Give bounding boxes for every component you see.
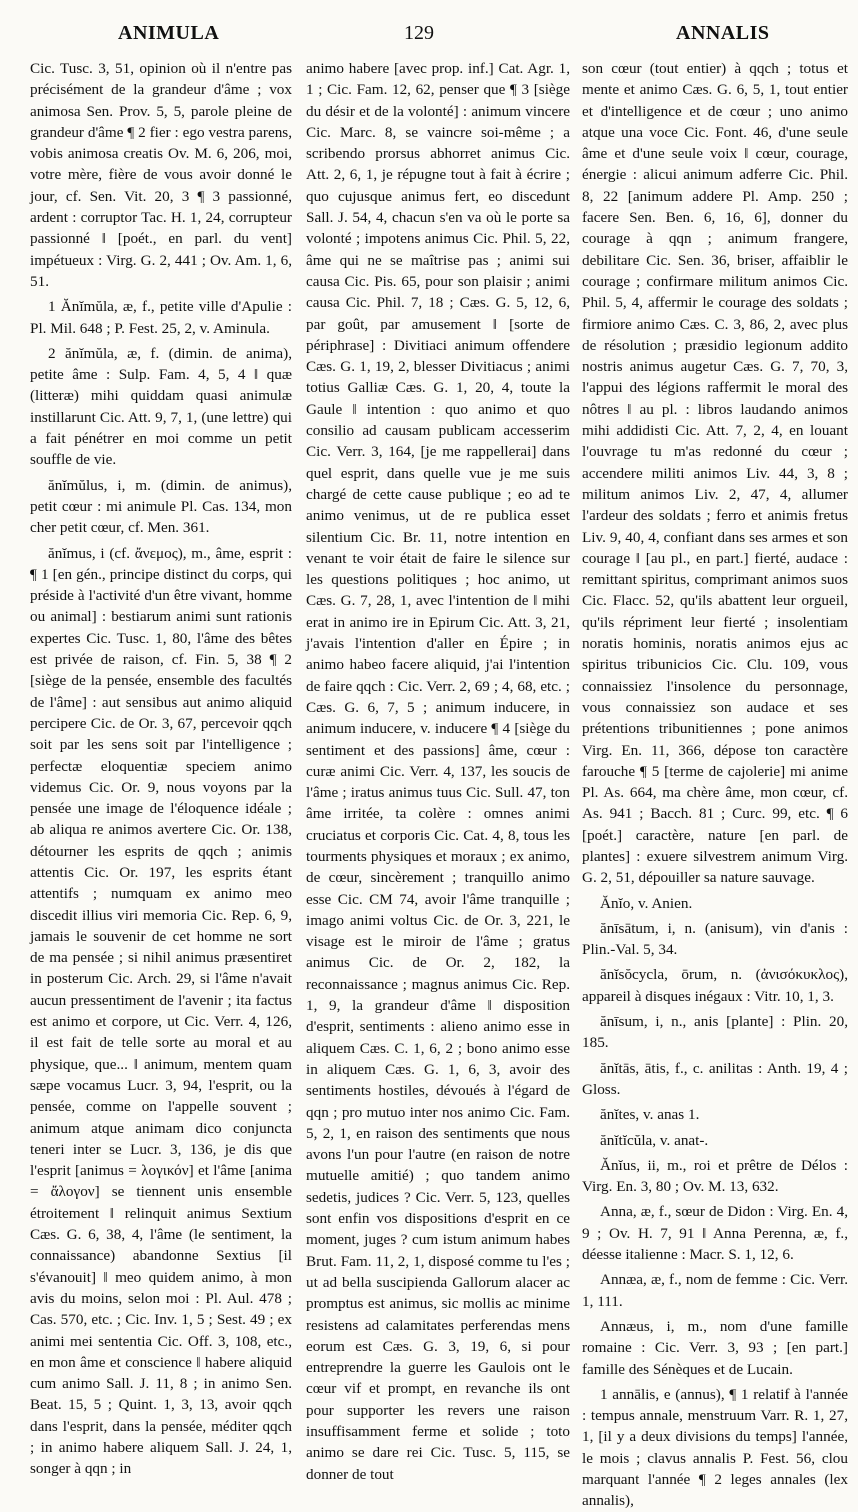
running-header [0,22,858,56]
entry-animus-end: son cœur (tout entier) à qqch ; totus et mente et animo Cæs. G. 6, 5, 1, tout entier et d'intelligence et de cœur ; uno animo atque una voce Cic. Font. 46, d'une seule âme et d'une seule voix ‖ cœur, courage, énergie : alicui animum adferre Cic. Phil. 8, 22 [animum addere Pl. Amp. 250 ; facere Sen. Ben. 6, 16, 6], donner du courage à qqn ; animum frangere, debilitare Cic. Sen. 36, briser, affaiblir le courage ; confirmare militum animos Cic. Phil. 5, 4, affermir le courage des soldats ; firmiore animo Cæs. C. 3, 86, 2, avec plus de résolution ; præsidio legionum addito nostris animus augetur Cæs. G. 7, 70, 3, l'appui des légions raffermit le moral des nôtres ‖ au pl. : libros laudando animos mihi addidisti Cic. Att. 7, 2, 4, en louant l'ouvrage tu m'as redonné du cœur ; accendere militi animos Liv. 44, 3, 8 ; militum animos Liv. 2, 47, 4, allumer l'ardeur des soldats ; ferro et animis fretus Liv. 9, 40, 4, confiant dans ses armes et son courage ‖ [au pl., en part.] fierté, audace : remittant spiritus, comprimant animos suos Cic. Flacc. 52, qu'ils abattent leur orgueil, qu'ils répriment leur fierté ; insolentiam noratis hominis, noratis animos ejus ac spiritus tribunicios Cic. Clu. 109, vous connaissiez l'insolence du personnage, vous connaissiez son audace et ses prétentions tribunitiennes ; pone animos Virg. En. 11, 366, dépose ton caractère farouche ¶ 5 [terme de cajolerie] mi anime Pl. As. 664, ma chère âme, mon cœur, cf. As. 941 ; Bacch. 81 ; Curc. 99, etc. ¶ 6 [poét.] caractère, nature [en parl. de plantes] : exuere silvestrem animum Virg. G. 2, 51, dépouiller sa nature sauvage. [582,60,848,887]
header-first-word: ANIMULA [118,22,220,44]
column-left [30,58,292,1478]
entry-anitas: ănĭtās, ātis, f., c. anilitas : Anth. 19, 4 ; Gloss. [582,1059,848,1098]
entry-annaeus: Annæus, i, m., nom d'une famille romaine : Cic. Verr. 3, 93 ; [en part.] famille des Sénèques et de Lucain. [582,1317,848,1378]
entry-anisocycla: ănĭsŏcycla, ōrum, n. (ἀνισόκυκλος), appareil à disques inégaux : Vitr. 10, 1, 3. [582,966,848,1005]
entry-annalis: 1 annālis, e (annus), ¶ 1 relatif à l'année : tempus annale, menstruum Varr. R. 1, 27, 1, [il y a deux divisions du temps] l'année, le mois ; clavus annalis P. Fest. 56, clou marquant l'année ¶ 2 leges annales (lex annalis), [582,1385,848,1510]
entry-annaea: Annæa, æ, f., nom de femme : Cic. Verr. 1, 111. [582,1271,848,1310]
entry-animula-2: 2 ănĭmŭla, æ, f. (dimin. de anima), petite âme : Sulp. Fam. 4, 5, 4 ‖ quæ (litteræ) mihi quiddam quasi animulæ instillarunt Cic. Att. 9, 7, 1, (une lettre) qui a fait pénétrer en moi comme un petit souffle de vie. [30,344,292,469]
entry-continuation: Cic. Tusc. 3, 51, opinion où il n'entre pas précisément de la grandeur d'âme ; vox animosa Sen. Prov. 5, 5, parole pleine de grandeur d'âme ¶ 2 fier : ego vestra parens, vobis animosa creatis Ov. M. 6, 206, moi, votre mère, fière de vous avoir donné le jour, cf. Sen. Vit. 20, 3 ¶ 3 passionné, ardent : corruptor Tac. H. 1, 24, corrupteur passionné ‖ [poét., en parl. du vent] impétueux : Virg. G. 2, 441 ; Ov. Am. 1, 6, 51. [30,60,292,290]
entry-animus-continued: animo habere [avec prop. inf.] Cat. Agr. 1, 1 ; Cic. Fam. 12, 62, penser que ¶ 3 [siège du désir et de la volonté] : animum vincere Cic. Marc. 8, se vaincre soi-même ; a scribendo prorsus abhorret animus Cic. Att. 2, 6, 1, je répugne tout à fait à écrire ; quo cujusque animus fert, eo discedunt Sall. J. 54, 4, chacun s'en va où le porte sa volonté ; impotens animus Cic. Phil. 5, 22, âme qui ne se maîtrise pas ; animi sui causa Cic. Pis. 65, pour son plaisir ; animi causa Cic. Phil. 7, 18 ; Cæs. G. 5, 12, 6, par goût, par amusement ‖ [sorte de périphrase] : Divitiaci animum offendere Cæs. G. 1, 19, 2, blesser Divitiacus ; animi totius Galliæ Cæs. G. 1, 20, 4, toute la Gaule ‖ intention : quo animo et quo consilio ad causam publicam accesserim Cic. Verr. 3, 164, [je me rappellerai] dans quel esprit, dans quelle vue je me suis chargé de cette cause publique ; eo ad te animo venimus, ut de re publica esset silentium Cic. Br. 11, notre intention en venant te voir était de faire le silence sur les questions politiques ; hoc animo, ut Cæs. G. 7, 28, 1, avec l'intention de ‖ mihi erat in animo ire in Epirum Cic. Att. 3, 21, j'avais l'intention d'aller en Épire ; in animo habeo facere aliquid, j'ai l'intention de faire qqch : Cic. Verr. 2, 69 ; 4, 68, etc. ; Cæs. G. 6, 7, 5 ; animum inducere, in animum inducere, v. inducere ¶ 4 [siège du sentiment et des passions] âme, cœur : curæ animi Cic. Verr. 4, 137, les soucis de l'âme ; iratus animus tuus Cic. Sull. 47, ton âme irritée, ta colère : omnes animi cruciatus et corporis Cic. Cat. 4, 8, tous les tourments physiques et moraux ; ex animo, de cœur, sincèrement ; tranquillo animo esse Cic. CM 74, avoir l'âme tranquille ; imago animi voltus Cic. de Or. 3, 221, le visage est le miroir de l'âme ; gratus animus Cic. de Or. 2, 182, la reconnaissance ; magnus animus Cic. Rep. 1, 9, la grandeur d'âme ‖ disposition d'esprit, sentiments : alieno animo esse in aliquem Cæs. C. 1, 6, 2 ; bono animo esse in aliquem Cæs. G. 1, 6, 3, avoir des sentiments hostiles, dévoués à l'égard de qqn ; pro mutuo inter nos animo Cic. Fam. 5, 2, 1, en raison des sentiments que nous avons l'un pour l'autre (en raison de notre mutuelle amitié) ; quo tandem animo sedetis, judices ? Cic. Verr. 5, 123, quelles sont enfin vos dispositions d'esprit en ce moment, juges ? cum istum animum habes Brut. Fam. 11, 2, 1, disposé comme tu l'es ; ut ad bella suscipienda Gallorum alacer ac promptus est animus, sic mollis ac minime resistens ad calamitates perferendas mens eorum est Cæs. G. 3, 19, 6, si pour entreprendre la guerre les Gaulois ont le cœur vif et prompt, en revanche ils ont pour supporter les revers une raison insuffisamment ferme et solide ; toto animo se dare rei Cic. Tusc. 5, 115, se donner de tout [306,60,570,1483]
entry-aniticula: ănĭtĭcŭla, v. anat-. [600,1131,709,1149]
entry-anio: Ănĭo, v. Anien. [600,894,693,912]
entry-anius: Ănĭus, ii, m., roi et prêtre de Délos : Virg. En. 3, 80 ; Ov. M. 13, 632. [582,1156,848,1196]
header-last-word: ANNALIS [676,22,770,44]
entry-anna: Anna, æ, f., sœur de Didon : Virg. En. 4, 9 ; Ov. H. 7, 91 ‖ Anna Perenna, æ, f., déesse italienne : Macr. S. 1, 12, 6. [582,1203,848,1264]
entry-anisum: ănīsum, i, n., anis [plante] : Plin. 20, 185. [582,1013,848,1052]
page-number: 129 [404,22,434,44]
entry-animula-1: 1 Ănĭmŭla, æ, f., petite ville d'Apulie : Pl. Mil. 648 ; P. Fest. 25, 2, v. Aminula. [30,298,292,337]
entry-animus: ănĭmus, i (cf. ἄνεμος), m., âme, esprit : ¶ 1 [en gén., principe distinct du corps, qui préside à l'activité d'un être vivant, homme ou animal] : bestiarum animi sunt rationis expertes Cic. Tusc. 1, 80, l'âme des bêtes est privée de raison, cf. Fin. 5, 38 ¶ 2 [siège de la pensée, ensemble des facultés de l'âme] : aut sensibus aut animo aliquid percipere Cic. de Or. 3, 67, percevoir qqch soit par les sens soit par l'intelligence ; perfectæ eloquentiæ speciem animo videmus Cic. Or. 9, nous voyons par la pensée une image de l'éloquence idéale ; ab aliqua re animos avertere Cic. Or. 138, détourner les esprits de qqch ; animis attentis Cic. Or. 197, les esprits étant attentifs ; numquam ex animo meo discedit illius viri memoria Cic. Rep. 6, 9, jamais le souvenir de cet homme ne sort de ma pensée ; si nihil animus præsentiret in posterum Cic. Arch. 29, si l'âme n'avait aucun pressentiment de l'avenir ; ita factus est animo et corpore, ut Cic. Verr. 4, 126, il est fait de telle sorte au moral et au physique, que... ‖ animum, mentem quam sæpe vocamus Lucr. 3, 94, l'esprit, ou la pensée, comme on l'appelle souvent ; animum atque animam dico conjuncta teneri inter se Lucr. 3, 136, je dis que l'esprit [animus = λογικόν] et l'âme [anima = ἄλογον] se tiennent unis ensemble étroitement ‖ relinquit animus Sextium Cæs. G. 6, 38, 4, l'âme (le sentiment, la connaissance) abandonne Sextius [il s'évanouit] ‖ meo quidem animo, à mon avis du moins, selon moi : Pl. Aul. 478 ; Cas. 570, etc. ; Cic. Inv. 1, 5 ; Sest. 49 ; ex animi mei sententia Cic. Off. 3, 108, etc., en mon âme et conscience ‖ habere aliquid cum animo Sall. J. 11, 8 ; in animo Sen. Beat. 15, 5 ; Quint. 1, 3, 13, avoir qqch dans l'esprit, dans la pensée, méditer qqch ; in animo habere aliquem Sall. J. 24, 1, songer à qqn ; in [30,544,292,1478]
entry-anisatum: ănīsātum, i, n. (anisum), vin d'anis : Plin.-Val. 5, 34. [582,919,848,959]
entry-animulus: ănĭmŭlus, i, m. (dimin. de animus), petit cœur : mi animule Pl. Cas. 134, mon cher petit cœur, cf. Men. 361. [30,476,292,537]
column-right [582,58,848,1510]
column-middle [306,58,570,1483]
entry-anites: ănĭtes, v. anas 1. [600,1106,700,1124]
